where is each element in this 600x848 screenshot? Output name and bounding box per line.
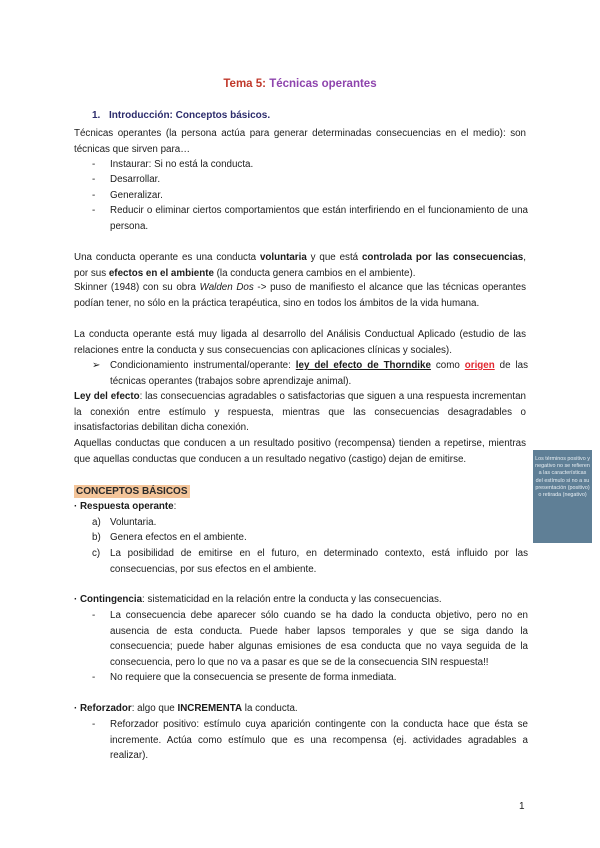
ley-efecto-paragraph (74, 389, 526, 436)
side-note: Los términos positivo y negativo no se refieren a las características del estímulo si no a su presentación (positivo) o retirada (negativo) (533, 450, 592, 543)
section-number: 1. (92, 110, 101, 121)
dash-marker: - (92, 205, 96, 216)
list-marker: b) (92, 532, 101, 543)
list-item (92, 157, 528, 173)
page-number: 1 (519, 801, 525, 812)
text-run: (la conducta genera cambios en el ambiente). (213, 267, 416, 279)
dash-marker: - (92, 174, 96, 185)
list-item-text: Reforzador positivo: estímulo cuya aparición contingente con la conducta hace que ésta se incremente. Actúa como estímulo que es una recompensa (ej. actividades agradables a realizar). (110, 719, 528, 761)
dash-marker: - (92, 719, 96, 730)
text-run: : (173, 501, 177, 512)
underlined-run: ley del efecto de Thorndike (295, 360, 431, 371)
highlighted-run: origen (464, 360, 495, 371)
text-run: como (430, 360, 465, 371)
dash-marker: - (92, 610, 96, 621)
text-run: y que está (306, 252, 362, 263)
list-item-text: No requiere que la consecuencia se presente de forma inmediata. (110, 672, 397, 683)
list-item (92, 608, 528, 670)
title-prefix: Tema 5: (223, 78, 270, 90)
list-marker: c) (92, 548, 101, 559)
dash-marker: - (92, 672, 96, 683)
text-run: Una conducta operante es una conducta (74, 252, 260, 263)
list-item (92, 188, 528, 204)
list-item-text: Voluntaria. (110, 517, 157, 528)
arrow-list-item (92, 358, 528, 389)
list-item (92, 203, 528, 234)
skinner-paragraph (74, 280, 526, 311)
bold-run: controlada por las consecuencias (361, 252, 524, 263)
arrow-item-text (110, 358, 528, 389)
italic-run: Walden Dos (199, 282, 254, 293)
bold-run: · Respuesta operante (74, 501, 174, 512)
conceptos-heading: CONCEPTOS BÁSICOS (76, 486, 188, 497)
list-item-text: La consecuencia debe aparecer sólo cuando se ha dado la conducta objetivo, pero no en ausencia de esta conducta. Puede haber lapsos temporales y que se siga dando la consecuencia; puede haber algunas emisiones de esa conducta que no vaya seguida de la consecuencia, pero lo que no va a pasar es que se de la consecuencia SIN respuesta!! (110, 610, 528, 668)
respuesta-heading (74, 499, 526, 515)
operante-paragraph (74, 250, 526, 281)
bold-run: voluntaria (259, 252, 307, 263)
arrow-marker: ➢ (92, 360, 101, 371)
list-item-text: Desarrollar. (110, 174, 161, 185)
dash-marker: - (92, 190, 96, 201)
list-item (92, 546, 528, 577)
text-run: : algo que (131, 703, 178, 714)
bold-run: · Contingencia (74, 594, 143, 605)
list-item (92, 530, 528, 546)
aca-paragraph: La conducta operante está muy ligada al desarrollo del Análisis Conductual Aplicado (estudio de las relaciones entre la conducta y sus consecuencias con aplicaciones clínicas y sociales). (74, 329, 526, 356)
recompensa-paragraph: Aquellas conductas que conducen a un resultado positivo (recompensa) tienden a repetirse, mientras que aquellas conductas que conducen a un resultado negativo (castigo) dejan de emitirse. (74, 438, 526, 465)
text-run: de las técnicas operantes (trabajos sobre aprendizaje animal). (110, 360, 528, 387)
list-item (92, 172, 528, 188)
section-heading (92, 110, 270, 121)
bold-run: INCREMENTA (177, 703, 243, 714)
text-run: : sistematicidad en la relación entre la conducta y las consecuencias. (142, 594, 442, 605)
list-item (92, 670, 528, 686)
reforzador-paragraph (74, 701, 526, 717)
text-run: -> puso de manifiesto el alcance que las técnicas operantes podían tener, no sólo en la práctica terapéutica, sino en todos los ámbitos de la vida humana. (74, 282, 526, 309)
title-main: Técnicas operantes (269, 78, 377, 90)
list-marker: a) (92, 517, 101, 528)
text-run: Condicionamiento instrumental/operante: (110, 360, 296, 371)
intro-paragraph: Técnicas operantes (la persona actúa para generar determinadas consecuencias en el medio): son técnicas que sirven para… (74, 128, 526, 155)
list-item-text: Generalizar. (110, 190, 163, 201)
text-run: , por sus (74, 252, 526, 279)
section-title: Introducción: Conceptos básicos. (109, 110, 271, 121)
dash-marker: - (92, 159, 96, 170)
text-run: : las consecuencias agradables o satisfactorias que siguen a una respuesta incrementan la conexión entre estímulo y respuesta, mientras que las consecuencias desagradables o insatisfactorias debilitan dicha conexión. (74, 391, 526, 433)
page-title (0, 78, 600, 90)
list-item-text: Instaurar: Si no está la conducta. (110, 159, 254, 170)
bold-run: · Reforzador (74, 703, 132, 714)
list-item (92, 515, 528, 531)
text-run: la conducta. (242, 703, 298, 714)
bold-run: Ley del efecto (74, 391, 140, 402)
list-item-text: La posibilidad de emitirse en el futuro, en determinado contexto, está influido por las consecuencias, por sus efectos en el ambiente. (110, 548, 528, 575)
bold-run: efectos en el ambiente (108, 267, 214, 279)
list-item-text: Reducir o eliminar ciertos comportamientos que están interfiriendo en el funcionamiento de una persona. (110, 205, 528, 232)
text-run: Skinner (1948) con su obra (74, 282, 200, 293)
list-item-text: Genera efectos en el ambiente. (110, 532, 247, 543)
contingencia-paragraph (74, 592, 526, 608)
list-item (92, 717, 528, 764)
